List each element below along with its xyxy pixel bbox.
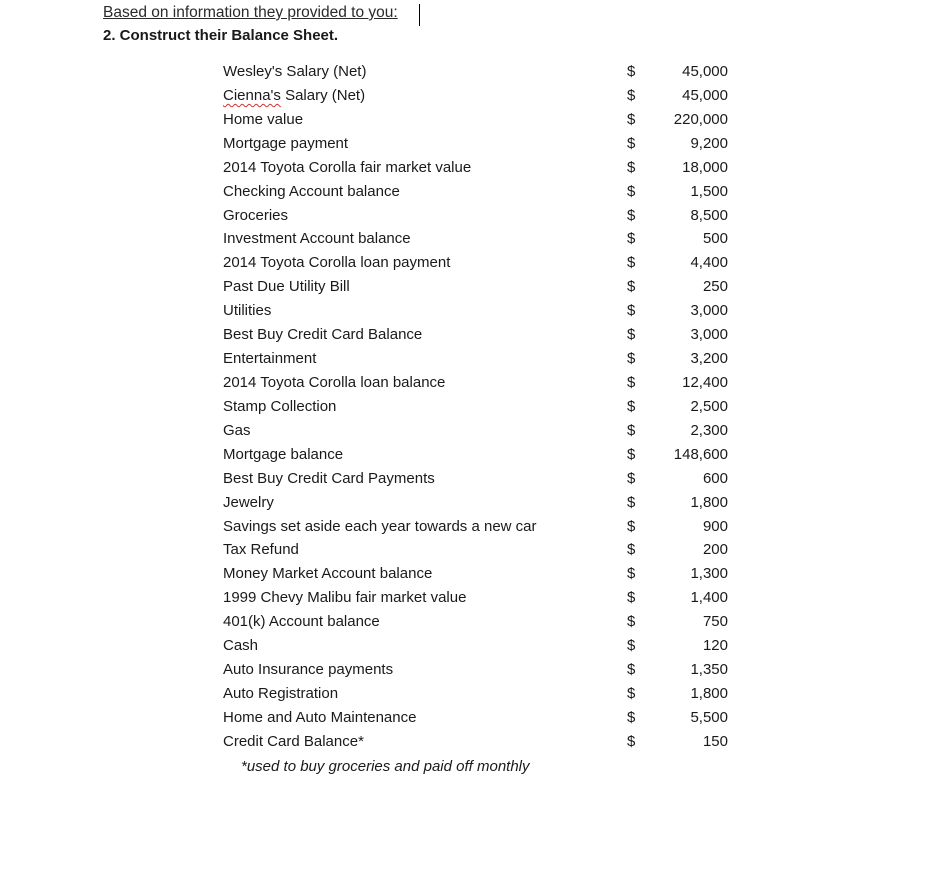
list-item bbox=[0, 251, 952, 275]
item-amount: 45,000 bbox=[682, 63, 728, 80]
item-amount: 200 bbox=[702, 541, 728, 559]
currency-symbol: $ bbox=[627, 684, 636, 702]
text-cursor bbox=[419, 4, 420, 26]
item-amount: 5,500 bbox=[690, 708, 728, 726]
currency-symbol: $ bbox=[627, 206, 636, 224]
item-amount: 750 bbox=[702, 613, 728, 631]
items-list bbox=[0, 60, 952, 754]
item-amount: 12,400 bbox=[682, 373, 728, 391]
item-amount: 1,800 bbox=[690, 493, 728, 511]
item-amount: 2,500 bbox=[690, 397, 728, 415]
spellcheck-word: Cienna's bbox=[223, 86, 281, 104]
item-label: Mortgage payment bbox=[223, 134, 349, 152]
list-item bbox=[0, 706, 952, 730]
item-amount: 8,500 bbox=[690, 206, 728, 224]
item-label: Savings set aside each year towards a new car bbox=[223, 517, 537, 535]
list-item bbox=[0, 730, 952, 754]
currency-symbol: $ bbox=[627, 326, 636, 344]
item-label: Checking Account balance bbox=[223, 182, 400, 200]
item-amount: 4,400 bbox=[690, 254, 728, 272]
list-item bbox=[0, 204, 952, 228]
currency-symbol: $ bbox=[627, 86, 636, 104]
item-label: Auto Insurance payments bbox=[223, 661, 394, 679]
list-item bbox=[0, 84, 952, 108]
list-item bbox=[0, 347, 952, 371]
list-item bbox=[0, 515, 952, 539]
item-amount: 1,300 bbox=[690, 565, 728, 583]
currency-symbol: $ bbox=[627, 637, 636, 655]
list-item bbox=[0, 275, 952, 299]
currency-symbol: $ bbox=[627, 517, 636, 535]
item-amount: 220,000 bbox=[673, 110, 728, 128]
item-label: Jewelry bbox=[223, 493, 274, 511]
item-amount: 45,000 bbox=[682, 86, 728, 104]
item-label: Groceries bbox=[223, 206, 289, 224]
item-label: Wesley's Salary (Net) bbox=[223, 63, 367, 80]
currency-symbol: $ bbox=[627, 230, 636, 248]
currency-symbol: $ bbox=[627, 302, 636, 320]
currency-symbol: $ bbox=[627, 397, 636, 415]
item-label: Credit Card Balance* bbox=[223, 732, 364, 750]
item-label: Entertainment bbox=[223, 350, 317, 368]
list-item bbox=[0, 108, 952, 132]
item-label: Best Buy Credit Card Payments bbox=[223, 469, 435, 487]
list-item bbox=[0, 395, 952, 419]
question-heading: 2. Construct their Balance Sheet. bbox=[103, 27, 339, 44]
currency-symbol: $ bbox=[627, 254, 636, 272]
item-amount: 1,350 bbox=[690, 661, 728, 679]
item-label: Cienna's Salary (Net) bbox=[223, 86, 366, 104]
currency-symbol: $ bbox=[627, 350, 636, 368]
list-item bbox=[0, 371, 952, 395]
item-label: Money Market Account balance bbox=[223, 565, 433, 583]
currency-symbol: $ bbox=[627, 421, 636, 439]
item-label: Home and Auto Maintenance bbox=[223, 708, 417, 726]
currency-symbol: $ bbox=[627, 613, 636, 631]
currency-symbol: $ bbox=[627, 732, 636, 750]
item-label: 2014 Toyota Corolla fair market value bbox=[223, 158, 472, 176]
currency-symbol: $ bbox=[627, 445, 636, 463]
item-label: Mortgage balance bbox=[223, 445, 344, 463]
item-amount: 18,000 bbox=[682, 158, 728, 176]
item-label: Best Buy Credit Card Balance bbox=[223, 326, 423, 344]
item-amount: 250 bbox=[702, 278, 728, 296]
item-amount: 1,500 bbox=[690, 182, 728, 200]
currency-symbol: $ bbox=[627, 708, 636, 726]
list-item bbox=[0, 610, 952, 634]
item-label: 2014 Toyota Corolla loan balance bbox=[223, 373, 446, 391]
item-amount: 3,000 bbox=[690, 326, 728, 344]
currency-symbol: $ bbox=[627, 373, 636, 391]
item-label: Gas bbox=[223, 421, 251, 439]
currency-symbol: $ bbox=[627, 469, 636, 487]
footnote: *used to buy groceries and paid off monthly bbox=[241, 758, 530, 775]
currency-symbol: $ bbox=[627, 589, 636, 607]
currency-symbol: $ bbox=[627, 134, 636, 152]
list-item bbox=[0, 562, 952, 586]
list-item bbox=[0, 467, 952, 491]
list-item bbox=[0, 491, 952, 515]
item-amount: 600 bbox=[702, 469, 728, 487]
item-label: Stamp Collection bbox=[223, 397, 337, 415]
list-item bbox=[0, 323, 952, 347]
list-item bbox=[0, 682, 952, 706]
currency-symbol: $ bbox=[627, 158, 636, 176]
item-label: 2014 Toyota Corolla loan payment bbox=[223, 254, 451, 272]
list-item bbox=[0, 586, 952, 610]
item-amount: 9,200 bbox=[690, 134, 728, 152]
currency-symbol: $ bbox=[627, 493, 636, 511]
list-item bbox=[0, 156, 952, 180]
currency-symbol: $ bbox=[627, 541, 636, 559]
item-amount: 2,300 bbox=[690, 421, 728, 439]
item-label: Tax Refund bbox=[223, 541, 299, 559]
currency-symbol: $ bbox=[627, 661, 636, 679]
item-amount: 900 bbox=[702, 517, 728, 535]
item-label: Home value bbox=[223, 110, 304, 128]
item-amount: 148,600 bbox=[673, 445, 728, 463]
item-amount: 120 bbox=[702, 637, 728, 655]
item-label: Auto Registration bbox=[223, 684, 339, 702]
item-label: Utilities bbox=[223, 302, 272, 320]
item-amount: 150 bbox=[702, 732, 728, 750]
list-item bbox=[0, 658, 952, 682]
item-amount: 500 bbox=[702, 230, 728, 248]
item-amount: 1,400 bbox=[690, 589, 728, 607]
item-label: 401(k) Account balance bbox=[223, 613, 380, 631]
item-label: Past Due Utility Bill bbox=[223, 278, 350, 296]
list-item bbox=[0, 60, 952, 84]
item-amount: 3,200 bbox=[690, 350, 728, 368]
prompt-text: Based on information they provided to you: bbox=[103, 4, 398, 21]
list-item bbox=[0, 227, 952, 251]
currency-symbol: $ bbox=[627, 110, 636, 128]
currency-symbol: $ bbox=[627, 63, 636, 80]
item-label: Cash bbox=[223, 637, 259, 655]
list-item bbox=[0, 443, 952, 467]
list-item bbox=[0, 132, 952, 156]
item-amount: 3,000 bbox=[690, 302, 728, 320]
list-item bbox=[0, 299, 952, 323]
currency-symbol: $ bbox=[627, 565, 636, 583]
currency-symbol: $ bbox=[627, 182, 636, 200]
list-item bbox=[0, 538, 952, 562]
list-item bbox=[0, 180, 952, 204]
currency-symbol: $ bbox=[627, 278, 636, 296]
list-item bbox=[0, 419, 952, 443]
item-label: 1999 Chevy Malibu fair market value bbox=[223, 589, 467, 607]
item-label: Investment Account balance bbox=[223, 230, 411, 248]
item-amount: 1,800 bbox=[690, 684, 728, 702]
list-item bbox=[0, 634, 952, 658]
